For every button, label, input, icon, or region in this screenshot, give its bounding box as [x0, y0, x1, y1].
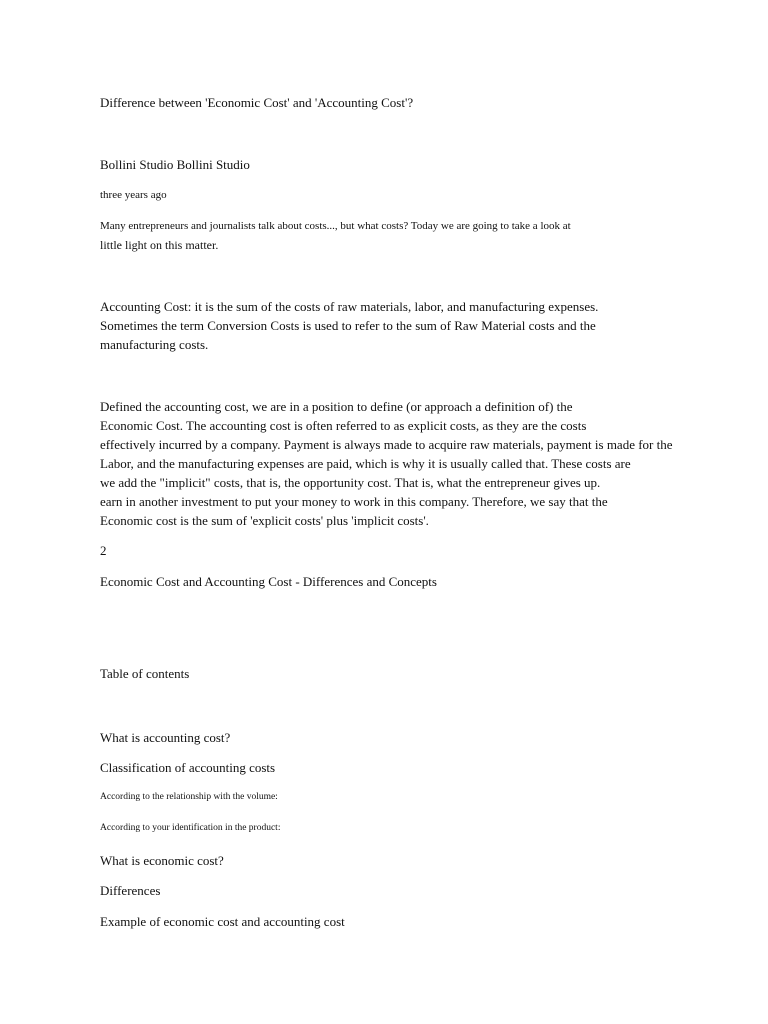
accounting-line-1: Accounting Cost: it is the sum of the costs of raw materials, labor, and manufacturing expenses. [100, 299, 599, 314]
toc-item-identification[interactable]: According to your identification in the product: [100, 823, 281, 833]
economic-line-3: effectively incurred by a company. Payment is always made to acquire raw materials, payment is made for the [100, 437, 673, 452]
economic-line-1: Defined the accounting cost, we are in a position to define (or approach a definition of) the [100, 399, 573, 414]
intro-line-2: little light on this matter. [100, 238, 219, 252]
accounting-line-2: Sometimes the term Conversion Costs is used to refer to the sum of Raw Material costs and the [100, 318, 596, 333]
toc-item-differences[interactable]: Differences [100, 883, 161, 898]
article-title: Difference between 'Economic Cost' and 'Accounting Cost'? [100, 95, 414, 110]
toc-item-example[interactable]: Example of economic cost and accounting cost [100, 914, 345, 929]
economic-line-2: Economic Cost. The accounting cost is often referred to as explicit costs, as they are the costs [100, 418, 587, 433]
toc-item-economic-cost[interactable]: What is economic cost? [100, 853, 224, 868]
economic-line-6: earn in another investment to put your money to work in this company. Therefore, we say that the [100, 494, 608, 509]
page-number: 2 [100, 543, 107, 558]
section-title: Economic Cost and Accounting Cost - Differences and Concepts [100, 574, 437, 589]
post-date: three years ago [100, 189, 167, 201]
toc-item-volume[interactable]: According to the relationship with the volume: [100, 792, 278, 802]
toc-heading: Table of contents [100, 666, 190, 681]
toc-item-accounting-cost[interactable]: What is accounting cost? [100, 730, 231, 745]
economic-line-4: Labor, and the manufacturing expenses are paid, which is why it is usually called that. These costs are [100, 456, 631, 471]
economic-line-5: we add the "implicit" costs, that is, the opportunity cost. That is, what the entrepreneur gives up. [100, 475, 601, 490]
economic-line-7: Economic cost is the sum of 'explicit costs' plus 'implicit costs'. [100, 513, 429, 528]
toc-item-classification[interactable]: Classification of accounting costs [100, 760, 276, 775]
author-name[interactable]: Bollini Studio Bollini Studio [100, 157, 250, 172]
intro-line-1: Many entrepreneurs and journalists talk about costs..., but what costs? Today we are going to take a look at [100, 220, 571, 232]
accounting-line-3: manufacturing costs. [100, 337, 209, 352]
